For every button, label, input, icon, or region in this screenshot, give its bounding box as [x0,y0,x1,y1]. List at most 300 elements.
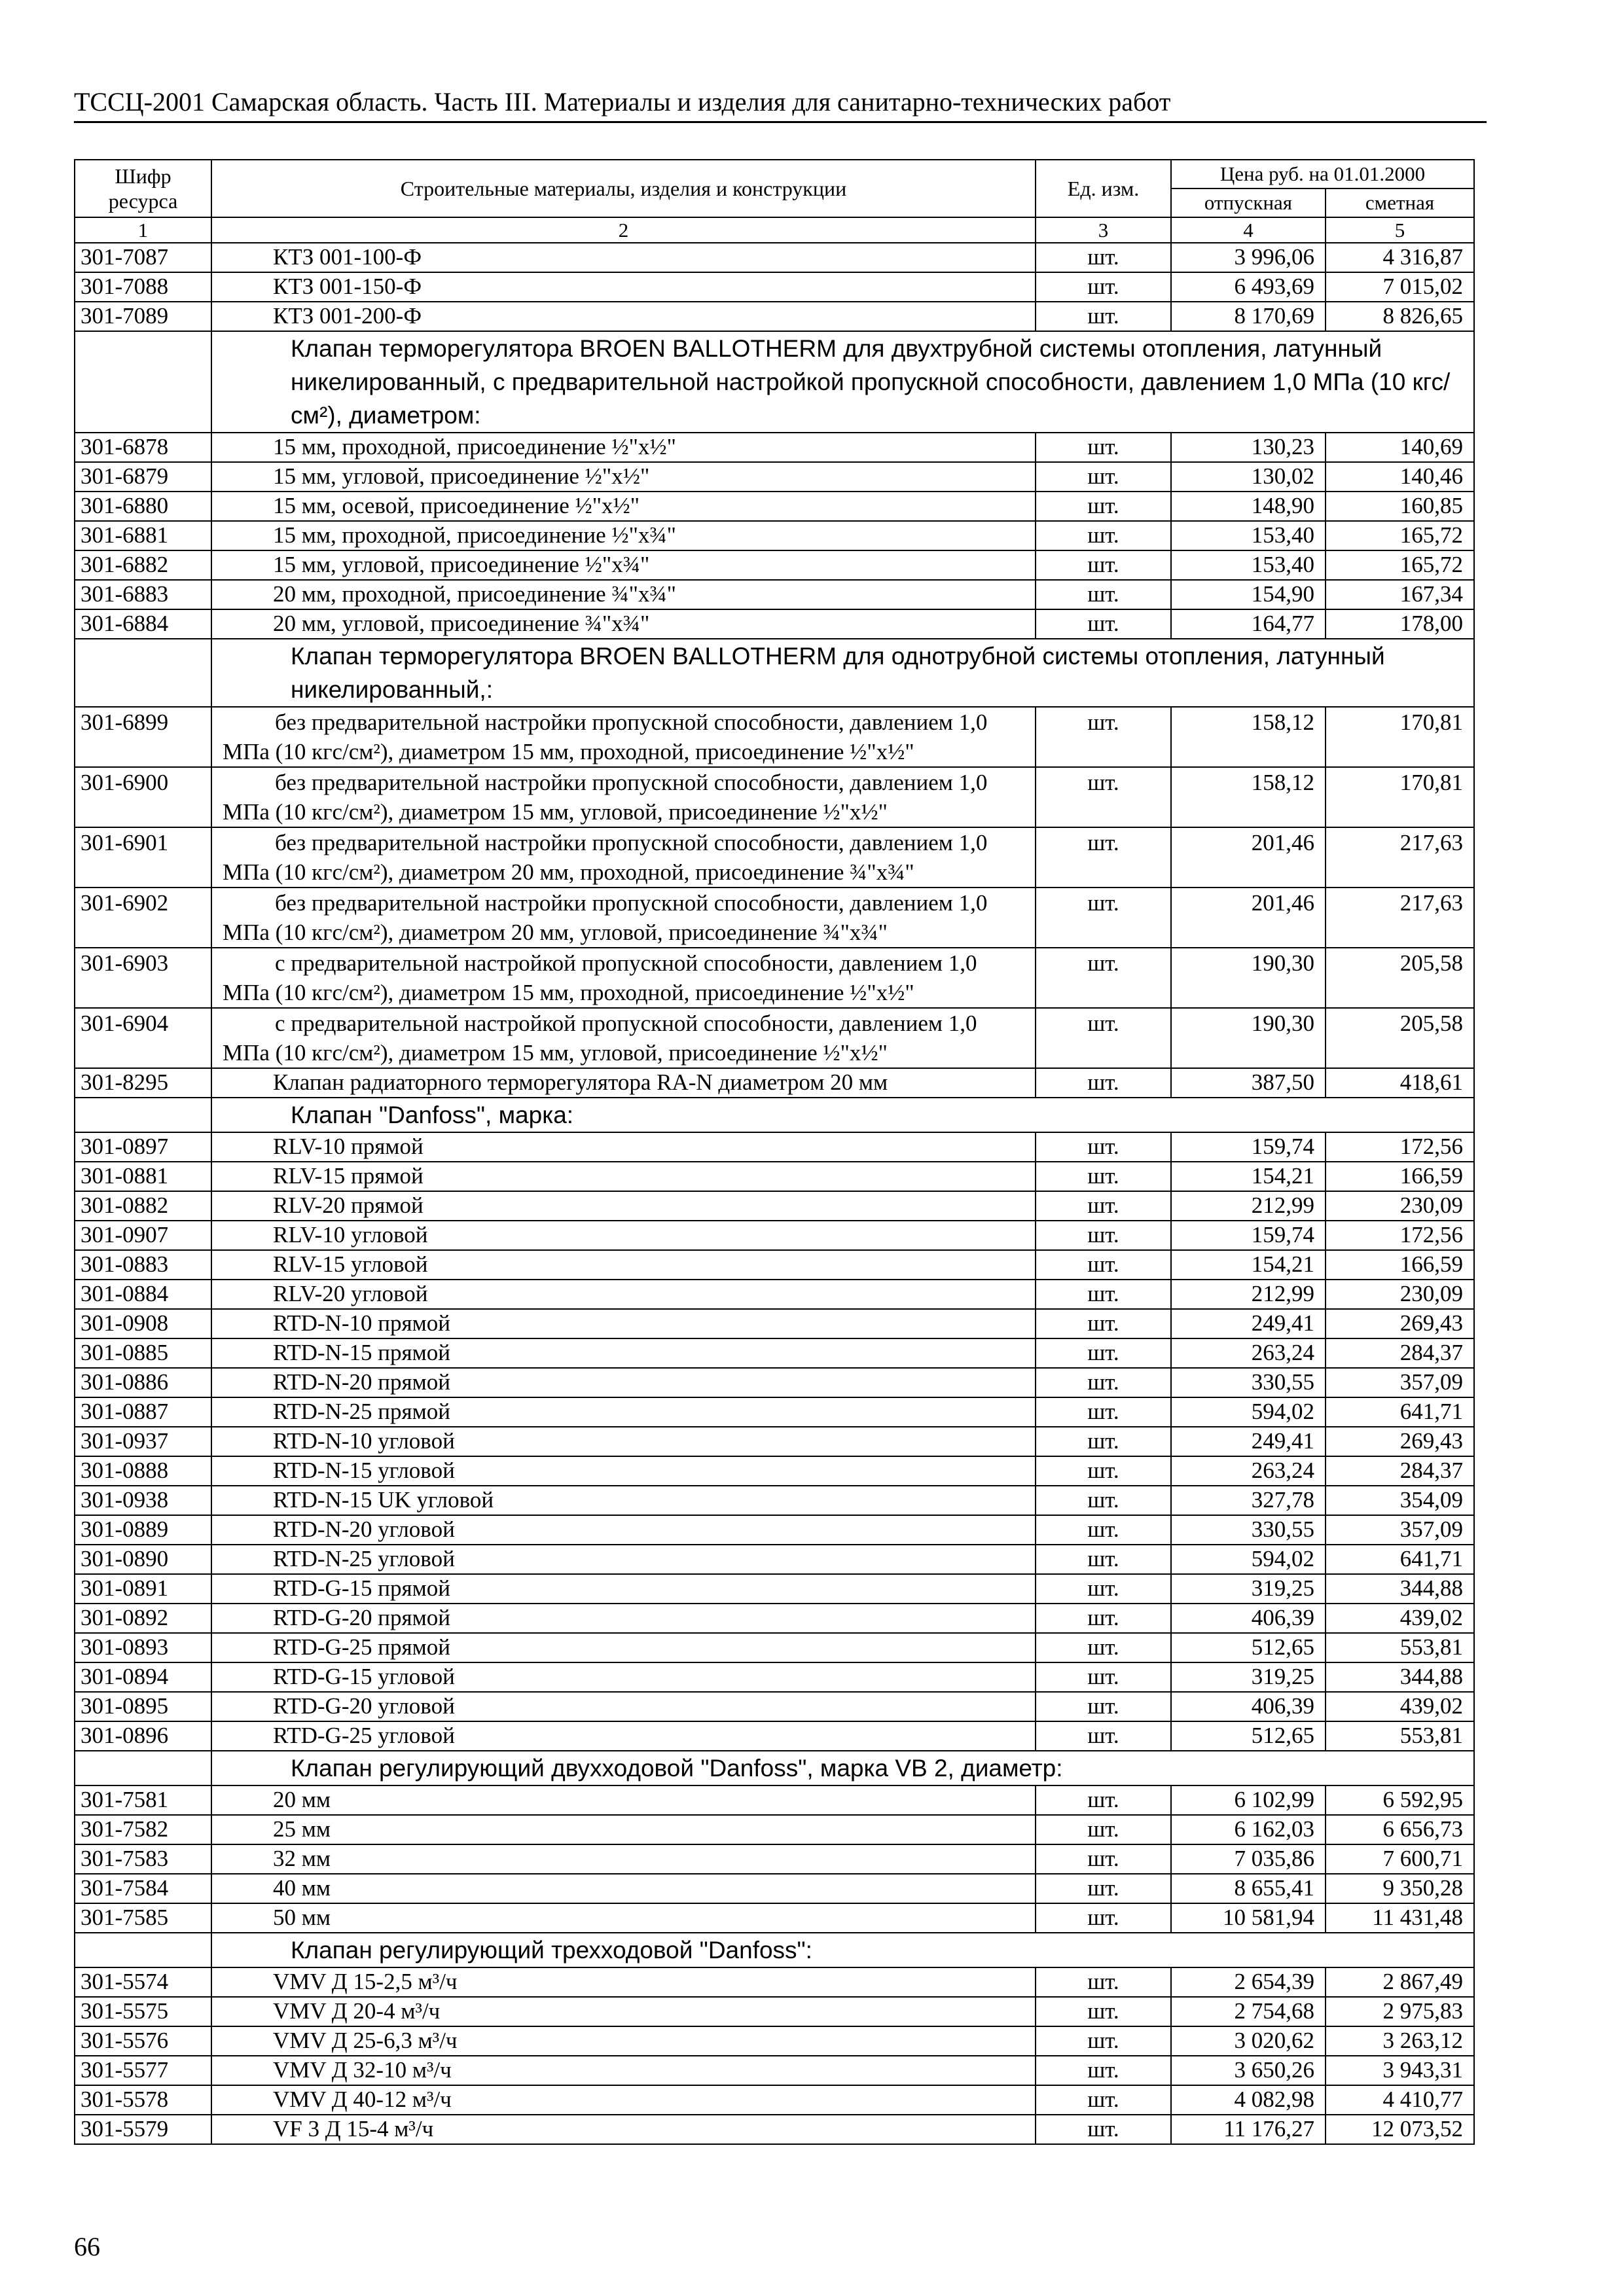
table-row [75,1132,1474,1162]
table-row [75,888,1474,948]
item-name: Клапан радиаторного терморегулятора RA-N диаметром 20 мм [211,1068,1036,1098]
unit: шт. [1036,1008,1171,1068]
estimate-price: 7 600,71 [1326,1844,1474,1874]
table-row [75,1997,1474,2026]
estimate-price: 6 656,73 [1326,1815,1474,1844]
estimate-price: 166,59 [1326,1162,1474,1191]
table-row [75,1662,1474,1692]
release-price: 4 082,98 [1171,2085,1326,2115]
table-row [75,1427,1474,1456]
resource-code: 301-6902 [75,888,211,948]
estimate-price: 439,02 [1326,1604,1474,1633]
item-name: RTD-N-15 UK угловой [211,1486,1036,1515]
release-price: 3 996,06 [1171,243,1326,272]
item-name: RTD-G-25 прямой [211,1633,1036,1662]
unit: шт. [1036,2056,1171,2085]
unit: шт. [1036,1662,1171,1692]
resource-code: 301-6880 [75,492,211,521]
estimate-price: 641,71 [1326,1545,1474,1574]
item-name: без предварительной настройки пропускной способности, давлением 1,0 МПа (10 кгс/см²), диаметром 20 мм, проходной, присоединение ¾"х¾" [211,827,1036,888]
resource-code: 301-8295 [75,1068,211,1098]
estimate-price: 553,81 [1326,1633,1474,1662]
unit: шт. [1036,1997,1171,2026]
unit: шт. [1036,550,1171,580]
item-name: с предварительной настройкой пропускной способности, давлением 1,0 МПа (10 кгс/см²), диаметром 15 мм, проходной, присоединение ½"х½" [211,948,1036,1008]
unit: шт. [1036,433,1171,462]
item-name: VF 3 Д 15-4 м³/ч [211,2115,1036,2144]
resource-code: 301-0938 [75,1486,211,1515]
resource-code: 301-0891 [75,1574,211,1604]
table-row [75,767,1474,827]
table-row [75,1338,1474,1368]
item-name: VMV Д 15-2,5 м³/ч [211,1967,1036,1997]
release-price: 148,90 [1171,492,1326,521]
resource-code: 301-6884 [75,609,211,639]
release-price: 11 176,27 [1171,2115,1326,2144]
column-number: 1 [75,217,211,243]
release-price: 249,41 [1171,1427,1326,1456]
unit: шт. [1036,1545,1171,1574]
release-price: 153,40 [1171,521,1326,550]
resource-code: 301-6882 [75,550,211,580]
table-row [75,1397,1474,1427]
release-price: 154,21 [1171,1162,1326,1191]
table-row [75,1008,1474,1068]
estimate-price: 269,43 [1326,1427,1474,1456]
table-row [75,1692,1474,1721]
table-row [75,1068,1474,1098]
unit: шт. [1036,827,1171,888]
release-price: 3 650,26 [1171,2056,1326,2085]
item-name: КТЗ 001-100-Ф [211,243,1036,272]
unit: шт. [1036,1574,1171,1604]
column-number: 3 [1036,217,1171,243]
table-row [75,1633,1474,1662]
item-name: RTD-N-20 угловой [211,1515,1036,1545]
resource-code: 301-0884 [75,1280,211,1309]
item-name: RTD-N-15 угловой [211,1456,1036,1486]
release-price: 130,23 [1171,433,1326,462]
header-price: Цена руб. на 01.01.2000 [1171,160,1474,188]
price-table [74,159,1475,2145]
table-row [75,609,1474,639]
release-price: 154,21 [1171,1250,1326,1280]
table-row [75,948,1474,1008]
header-divider [74,121,1487,123]
release-price: 3 020,62 [1171,2026,1326,2056]
estimate-price: 167,34 [1326,580,1474,609]
estimate-price: 9 350,28 [1326,1874,1474,1903]
unit: шт. [1036,1874,1171,1903]
release-price: 319,25 [1171,1662,1326,1692]
unit: шт. [1036,1785,1171,1815]
table-row [75,1515,1474,1545]
group-heading-row [75,1933,1474,1967]
resource-code: 301-6904 [75,1008,211,1068]
table-row [75,1815,1474,1844]
resource-code: 301-0894 [75,1662,211,1692]
unit: шт. [1036,1162,1171,1191]
release-price: 159,74 [1171,1221,1326,1250]
release-price: 8 170,69 [1171,302,1326,331]
unit: шт. [1036,1191,1171,1221]
group-heading: Клапан терморегулятора BROEN BALLOTHERM для двухтрубной системы отопления, латунный никелированный, с предварительной настройкой пропускной способности, давлением 1,0 МПа (10 кгс/см²), диаметром: [211,331,1474,433]
resource-code: 301-0908 [75,1309,211,1338]
estimate-price: 160,85 [1326,492,1474,521]
item-name: 15 мм, угловой, присоединение ½"х¾" [211,550,1036,580]
estimate-price: 7 015,02 [1326,272,1474,302]
column-number: 4 [1171,217,1326,243]
release-price: 158,12 [1171,707,1326,767]
item-name: RTD-G-20 прямой [211,1604,1036,1633]
release-price: 263,24 [1171,1456,1326,1486]
release-price: 406,39 [1171,1692,1326,1721]
table-row [75,243,1474,272]
item-name: КТЗ 001-150-Ф [211,272,1036,302]
release-price: 327,78 [1171,1486,1326,1515]
table-row [75,1250,1474,1280]
resource-code: 301-0893 [75,1633,211,1662]
group-code-cell [75,331,211,433]
estimate-price: 344,88 [1326,1662,1474,1692]
unit: шт. [1036,1486,1171,1515]
estimate-price: 8 826,65 [1326,302,1474,331]
table-row [75,302,1474,331]
resource-code: 301-0937 [75,1427,211,1456]
estimate-price: 344,88 [1326,1574,1474,1604]
item-name: RTD-G-25 угловой [211,1721,1036,1751]
unit: шт. [1036,492,1171,521]
table-row [75,1486,1474,1515]
release-price: 159,74 [1171,1132,1326,1162]
estimate-price: 170,81 [1326,707,1474,767]
release-price: 158,12 [1171,767,1326,827]
resource-code: 301-7088 [75,272,211,302]
unit: шт. [1036,272,1171,302]
resource-code: 301-6881 [75,521,211,550]
table-row [75,1903,1474,1933]
estimate-price: 140,46 [1326,462,1474,492]
unit: шт. [1036,1692,1171,1721]
item-name: без предварительной настройки пропускной способности, давлением 1,0 МПа (10 кгс/см²), диаметром 15 мм, угловой, присоединение ½"х½" [211,767,1036,827]
column-number: 2 [211,217,1036,243]
release-price: 212,99 [1171,1191,1326,1221]
item-name: 20 мм, угловой, присоединение ¾"х¾" [211,609,1036,639]
resource-code: 301-6899 [75,707,211,767]
item-name: 25 мм [211,1815,1036,1844]
unit: шт. [1036,1368,1171,1397]
header-estimate-price: сметная [1326,188,1474,217]
release-price: 330,55 [1171,1515,1326,1545]
table-row [75,433,1474,462]
unit: шт. [1036,1427,1171,1456]
item-name: RLV-20 прямой [211,1191,1036,1221]
release-price: 153,40 [1171,550,1326,580]
release-price: 7 035,86 [1171,1844,1326,1874]
resource-code: 301-0895 [75,1692,211,1721]
release-price: 201,46 [1171,827,1326,888]
unit: шт. [1036,2026,1171,2056]
estimate-price: 439,02 [1326,1692,1474,1721]
release-price: 10 581,94 [1171,1903,1326,1933]
resource-code: 301-0882 [75,1191,211,1221]
resource-code: 301-7087 [75,243,211,272]
group-heading-row [75,1098,1474,1132]
unit: шт. [1036,1397,1171,1427]
unit: шт. [1036,1844,1171,1874]
item-name: RLV-10 угловой [211,1221,1036,1250]
resource-code: 301-0881 [75,1162,211,1191]
table-row [75,1604,1474,1633]
release-price: 249,41 [1171,1309,1326,1338]
item-name: 15 мм, осевой, присоединение ½"х½" [211,492,1036,521]
estimate-price: 230,09 [1326,1191,1474,1221]
table-row [75,2056,1474,2085]
resource-code: 301-0885 [75,1338,211,1368]
item-name: VMV Д 32-10 м³/ч [211,2056,1036,2085]
item-name: 20 мм [211,1785,1036,1815]
item-name: RTD-G-15 прямой [211,1574,1036,1604]
unit: шт. [1036,521,1171,550]
table-row [75,1967,1474,1997]
unit: шт. [1036,1132,1171,1162]
estimate-price: 230,09 [1326,1280,1474,1309]
table-body [75,243,1474,2144]
item-name: 15 мм, проходной, присоединение ½"х½" [211,433,1036,462]
resource-code: 301-5577 [75,2056,211,2085]
table-row [75,1785,1474,1815]
resource-code: 301-7581 [75,1785,211,1815]
table-row [75,1309,1474,1338]
unit: шт. [1036,1967,1171,1997]
estimate-price: 3 263,12 [1326,2026,1474,2056]
table-row [75,550,1474,580]
release-price: 406,39 [1171,1604,1326,1633]
estimate-price: 2 867,49 [1326,1967,1474,1997]
item-name: без предварительной настройки пропускной способности, давлением 1,0 МПа (10 кгс/см²), диаметром 15 мм, проходной, присоединение ½"х½" [211,707,1036,767]
item-name: RTD-G-15 угловой [211,1662,1036,1692]
estimate-price: 284,37 [1326,1338,1474,1368]
resource-code: 301-0887 [75,1397,211,1427]
release-price: 594,02 [1171,1397,1326,1427]
table-row [75,1368,1474,1397]
resource-code: 301-6883 [75,580,211,609]
release-price: 2 654,39 [1171,1967,1326,1997]
resource-code: 301-5578 [75,2085,211,2115]
resource-code: 301-6903 [75,948,211,1008]
table-row [75,272,1474,302]
unit: шт. [1036,243,1171,272]
group-heading: Клапан регулирующий двухходовой "Danfoss", марка VB 2, диаметр: [211,1751,1474,1785]
group-heading: Клапан регулирующий трехходовой "Danfoss": [211,1933,1474,1967]
resource-code: 301-6900 [75,767,211,827]
unit: шт. [1036,580,1171,609]
table-row [75,1545,1474,1574]
table-row [75,1280,1474,1309]
estimate-price: 217,63 [1326,827,1474,888]
release-price: 2 754,68 [1171,1997,1326,2026]
unit: шт. [1036,609,1171,639]
header-code: Шифр ресурса [75,160,211,217]
resource-code: 301-0883 [75,1250,211,1280]
group-code-cell [75,1098,211,1132]
item-name: RTD-N-10 прямой [211,1309,1036,1338]
estimate-price: 6 592,95 [1326,1785,1474,1815]
resource-code: 301-0892 [75,1604,211,1633]
header-release-price: отпускная [1171,188,1326,217]
unit: шт. [1036,1250,1171,1280]
unit: шт. [1036,948,1171,1008]
item-name: с предварительной настройкой пропускной способности, давлением 1,0 МПа (10 кгс/см²), диаметром 15 мм, угловой, присоединение ½"х½" [211,1008,1036,1068]
estimate-price: 205,58 [1326,948,1474,1008]
item-name: 40 мм [211,1874,1036,1903]
table-row [75,1221,1474,1250]
table-row [75,1844,1474,1874]
unit: шт. [1036,1068,1171,1098]
release-price: 387,50 [1171,1068,1326,1098]
item-name: RTD-N-15 прямой [211,1338,1036,1368]
resource-code: 301-0890 [75,1545,211,1574]
release-price: 190,30 [1171,1008,1326,1068]
estimate-price: 166,59 [1326,1250,1474,1280]
item-name: RTD-N-25 угловой [211,1545,1036,1574]
group-code-cell [75,639,211,707]
release-price: 6 102,99 [1171,1785,1326,1815]
group-heading-row [75,1751,1474,1785]
unit: шт. [1036,1280,1171,1309]
item-name: VMV Д 20-4 м³/ч [211,1997,1036,2026]
unit: шт. [1036,1721,1171,1751]
item-name: 50 мм [211,1903,1036,1933]
resource-code: 301-0888 [75,1456,211,1486]
column-number: 5 [1326,217,1474,243]
item-name: 15 мм, угловой, присоединение ½"х½" [211,462,1036,492]
unit: шт. [1036,2115,1171,2144]
estimate-price: 418,61 [1326,1068,1474,1098]
release-price: 594,02 [1171,1545,1326,1574]
item-name: 20 мм, проходной, присоединение ¾"х¾" [211,580,1036,609]
estimate-price: 172,56 [1326,1221,1474,1250]
estimate-price: 3 943,31 [1326,2056,1474,2085]
unit: шт. [1036,1633,1171,1662]
release-price: 330,55 [1171,1368,1326,1397]
release-price: 319,25 [1171,1574,1326,1604]
item-name: RLV-15 угловой [211,1250,1036,1280]
release-price: 6 493,69 [1171,272,1326,302]
estimate-price: 205,58 [1326,1008,1474,1068]
estimate-price: 269,43 [1326,1309,1474,1338]
unit: шт. [1036,1604,1171,1633]
table-row [75,2026,1474,2056]
table-row [75,827,1474,888]
estimate-price: 178,00 [1326,609,1474,639]
group-heading-row [75,331,1474,433]
item-name: RLV-15 прямой [211,1162,1036,1191]
group-heading: Клапан терморегулятора BROEN BALLOTHERM для однотрубной системы отопления, латунный никелированный,: [211,639,1474,707]
table-row [75,707,1474,767]
table-row [75,1456,1474,1486]
estimate-price: 172,56 [1326,1132,1474,1162]
unit: шт. [1036,767,1171,827]
unit: шт. [1036,1309,1171,1338]
estimate-price: 170,81 [1326,767,1474,827]
item-name: RTD-G-20 угловой [211,1692,1036,1721]
table-row [75,462,1474,492]
resource-code: 301-5576 [75,2026,211,2056]
page-header-title: ТССЦ-2001 Самарская область. Часть III. Материалы и изделия для санитарно-технических работ [74,87,1171,117]
table-row [75,492,1474,521]
unit: шт. [1036,1456,1171,1486]
item-name: VMV Д 25-6,3 м³/ч [211,2026,1036,2056]
resource-code: 301-5574 [75,1967,211,1997]
item-name: КТЗ 001-200-Ф [211,302,1036,331]
resource-code: 301-0886 [75,1368,211,1397]
resource-code: 301-7585 [75,1903,211,1933]
release-price: 212,99 [1171,1280,1326,1309]
item-name: RTD-N-25 прямой [211,1397,1036,1427]
resource-code: 301-0889 [75,1515,211,1545]
item-name: RLV-10 прямой [211,1132,1036,1162]
release-price: 512,65 [1171,1721,1326,1751]
item-name: 32 мм [211,1844,1036,1874]
estimate-price: 284,37 [1326,1456,1474,1486]
table-row [75,1162,1474,1191]
item-name: RLV-20 угловой [211,1280,1036,1309]
estimate-price: 12 073,52 [1326,2115,1474,2144]
estimate-price: 553,81 [1326,1721,1474,1751]
release-price: 190,30 [1171,948,1326,1008]
estimate-price: 4 316,87 [1326,243,1474,272]
table-row [75,521,1474,550]
estimate-price: 641,71 [1326,1397,1474,1427]
release-price: 6 162,03 [1171,1815,1326,1844]
table-row [75,1874,1474,1903]
resource-code: 301-7584 [75,1874,211,1903]
release-price: 263,24 [1171,1338,1326,1368]
resource-code: 301-6901 [75,827,211,888]
release-price: 154,90 [1171,580,1326,609]
resource-code: 301-6878 [75,433,211,462]
resource-code: 301-7582 [75,1815,211,1844]
table-row [75,2115,1474,2144]
group-heading-row [75,639,1474,707]
resource-code: 301-6879 [75,462,211,492]
estimate-price: 165,72 [1326,521,1474,550]
group-heading: Клапан "Danfoss", марка: [211,1098,1474,1132]
release-price: 201,46 [1171,888,1326,948]
item-name: без предварительной настройки пропускной способности, давлением 1,0 МПа (10 кгс/см²), диаметром 20 мм, угловой, присоединение ¾"х¾" [211,888,1036,948]
resource-code: 301-7583 [75,1844,211,1874]
estimate-price: 140,69 [1326,433,1474,462]
estimate-price: 4 410,77 [1326,2085,1474,2115]
unit: шт. [1036,302,1171,331]
release-price: 8 655,41 [1171,1874,1326,1903]
header-unit: Ед. изм. [1036,160,1171,217]
estimate-price: 354,09 [1326,1486,1474,1515]
release-price: 130,02 [1171,462,1326,492]
item-name: RTD-N-20 прямой [211,1368,1036,1397]
unit: шт. [1036,1815,1171,1844]
table-row [75,580,1474,609]
table-row [75,1574,1474,1604]
estimate-price: 217,63 [1326,888,1474,948]
estimate-price: 165,72 [1326,550,1474,580]
unit: шт. [1036,888,1171,948]
item-name: RTD-N-10 угловой [211,1427,1036,1456]
group-code-cell [75,1751,211,1785]
resource-code: 301-0897 [75,1132,211,1162]
estimate-price: 11 431,48 [1326,1903,1474,1933]
